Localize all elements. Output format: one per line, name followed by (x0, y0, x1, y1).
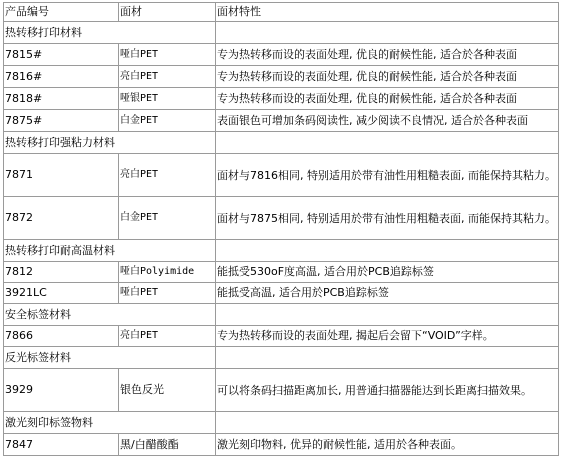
material-feature: 表面银色可增加条码阅读性, 减少阅读不良情况, 适合於各种表面 (216, 110, 559, 132)
section-heading-row (4, 22, 559, 44)
material-feature: 能抵受530oF度高温, 适合用於PCB追踪标签 (216, 262, 559, 283)
table-row (4, 88, 559, 110)
header-material-features: 面材特性 (216, 3, 559, 22)
section-title: 热转移打印耐高温材料 (4, 240, 216, 262)
material-feature: 面材与7875相同, 特别适用於带有油性用粗糙表面, 而能保持其粘力。 (216, 197, 559, 240)
material-feature: 面材与7816相同, 特别适用於带有油性用粗糙表面, 而能保持其粘力。 (216, 154, 559, 197)
product-code: 7818# (4, 88, 119, 110)
product-code: 7866 (4, 326, 119, 347)
material: 白金PET (119, 110, 216, 132)
product-code: 7847 (4, 434, 119, 456)
table-row (4, 110, 559, 132)
table-row (4, 283, 559, 304)
material-feature: 能抵受高温, 适合用於PCB追踪标签 (216, 283, 559, 304)
product-code: 3921LC (4, 283, 119, 304)
product-code: 7871 (4, 154, 119, 197)
header-material: 面材 (119, 3, 216, 22)
product-code: 7872 (4, 197, 119, 240)
section-title: 激光刻印标签物料 (4, 412, 216, 434)
material-feature: 专为热转移而设的表面处理, 优良的耐候性能, 适合於各种表面 (216, 88, 559, 110)
table-row (4, 44, 559, 66)
material: 哑白PET (119, 44, 216, 66)
material-feature: 可以将条码扫描距离加长, 用普通扫描器能达到长距离扫描效果。 (216, 369, 559, 412)
product-code: 7875# (4, 110, 119, 132)
section-heading-row (4, 347, 559, 369)
empty-cell (216, 347, 559, 369)
material-feature: 专为热转移而设的表面处理, 优良的耐候性能, 适合於各种表面 (216, 66, 559, 88)
product-code: 7815# (4, 44, 119, 66)
table-row (4, 262, 559, 283)
header-product-code: 产品编号 (4, 3, 119, 22)
material: 银色反光 (119, 369, 216, 412)
empty-cell (216, 132, 559, 154)
header-row (4, 3, 559, 22)
material: 黑/白醋酸酯 (119, 434, 216, 456)
product-code: 7816# (4, 66, 119, 88)
section-heading-row (4, 240, 559, 262)
table-row (4, 66, 559, 88)
material: 哑白PET (119, 283, 216, 304)
material: 哑白Polyimide (119, 262, 216, 283)
material: 白金PET (119, 197, 216, 240)
material-feature: 激光刻印物料, 优异的耐候性能, 适用於各种表面。 (216, 434, 559, 456)
empty-cell (216, 412, 559, 434)
table-row (4, 197, 559, 240)
table-row (4, 154, 559, 197)
material: 哑银PET (119, 88, 216, 110)
table-row (4, 369, 559, 412)
material: 亮白PET (119, 66, 216, 88)
section-title: 反光标签材料 (4, 347, 216, 369)
section-heading-row (4, 304, 559, 326)
material: 亮白PET (119, 326, 216, 347)
material-feature: 专为热转移而设的表面处理, 优良的耐候性能, 适合於各种表面 (216, 44, 559, 66)
material: 亮白PET (119, 154, 216, 197)
product-code: 3929 (4, 369, 119, 412)
section-title: 热转移打印强粘力材料 (4, 132, 216, 154)
empty-cell (216, 240, 559, 262)
materials-table (3, 2, 559, 456)
section-title: 安全标签材料 (4, 304, 216, 326)
empty-cell (216, 22, 559, 44)
section-title: 热转移打印材料 (4, 22, 216, 44)
product-code: 7812 (4, 262, 119, 283)
table-row (4, 326, 559, 347)
empty-cell (216, 304, 559, 326)
material-feature: 专为热转移而设的表面处理, 揭起后会留下“VOID”字样。 (216, 326, 559, 347)
table-row (4, 434, 559, 456)
section-heading-row (4, 412, 559, 434)
section-heading-row (4, 132, 559, 154)
